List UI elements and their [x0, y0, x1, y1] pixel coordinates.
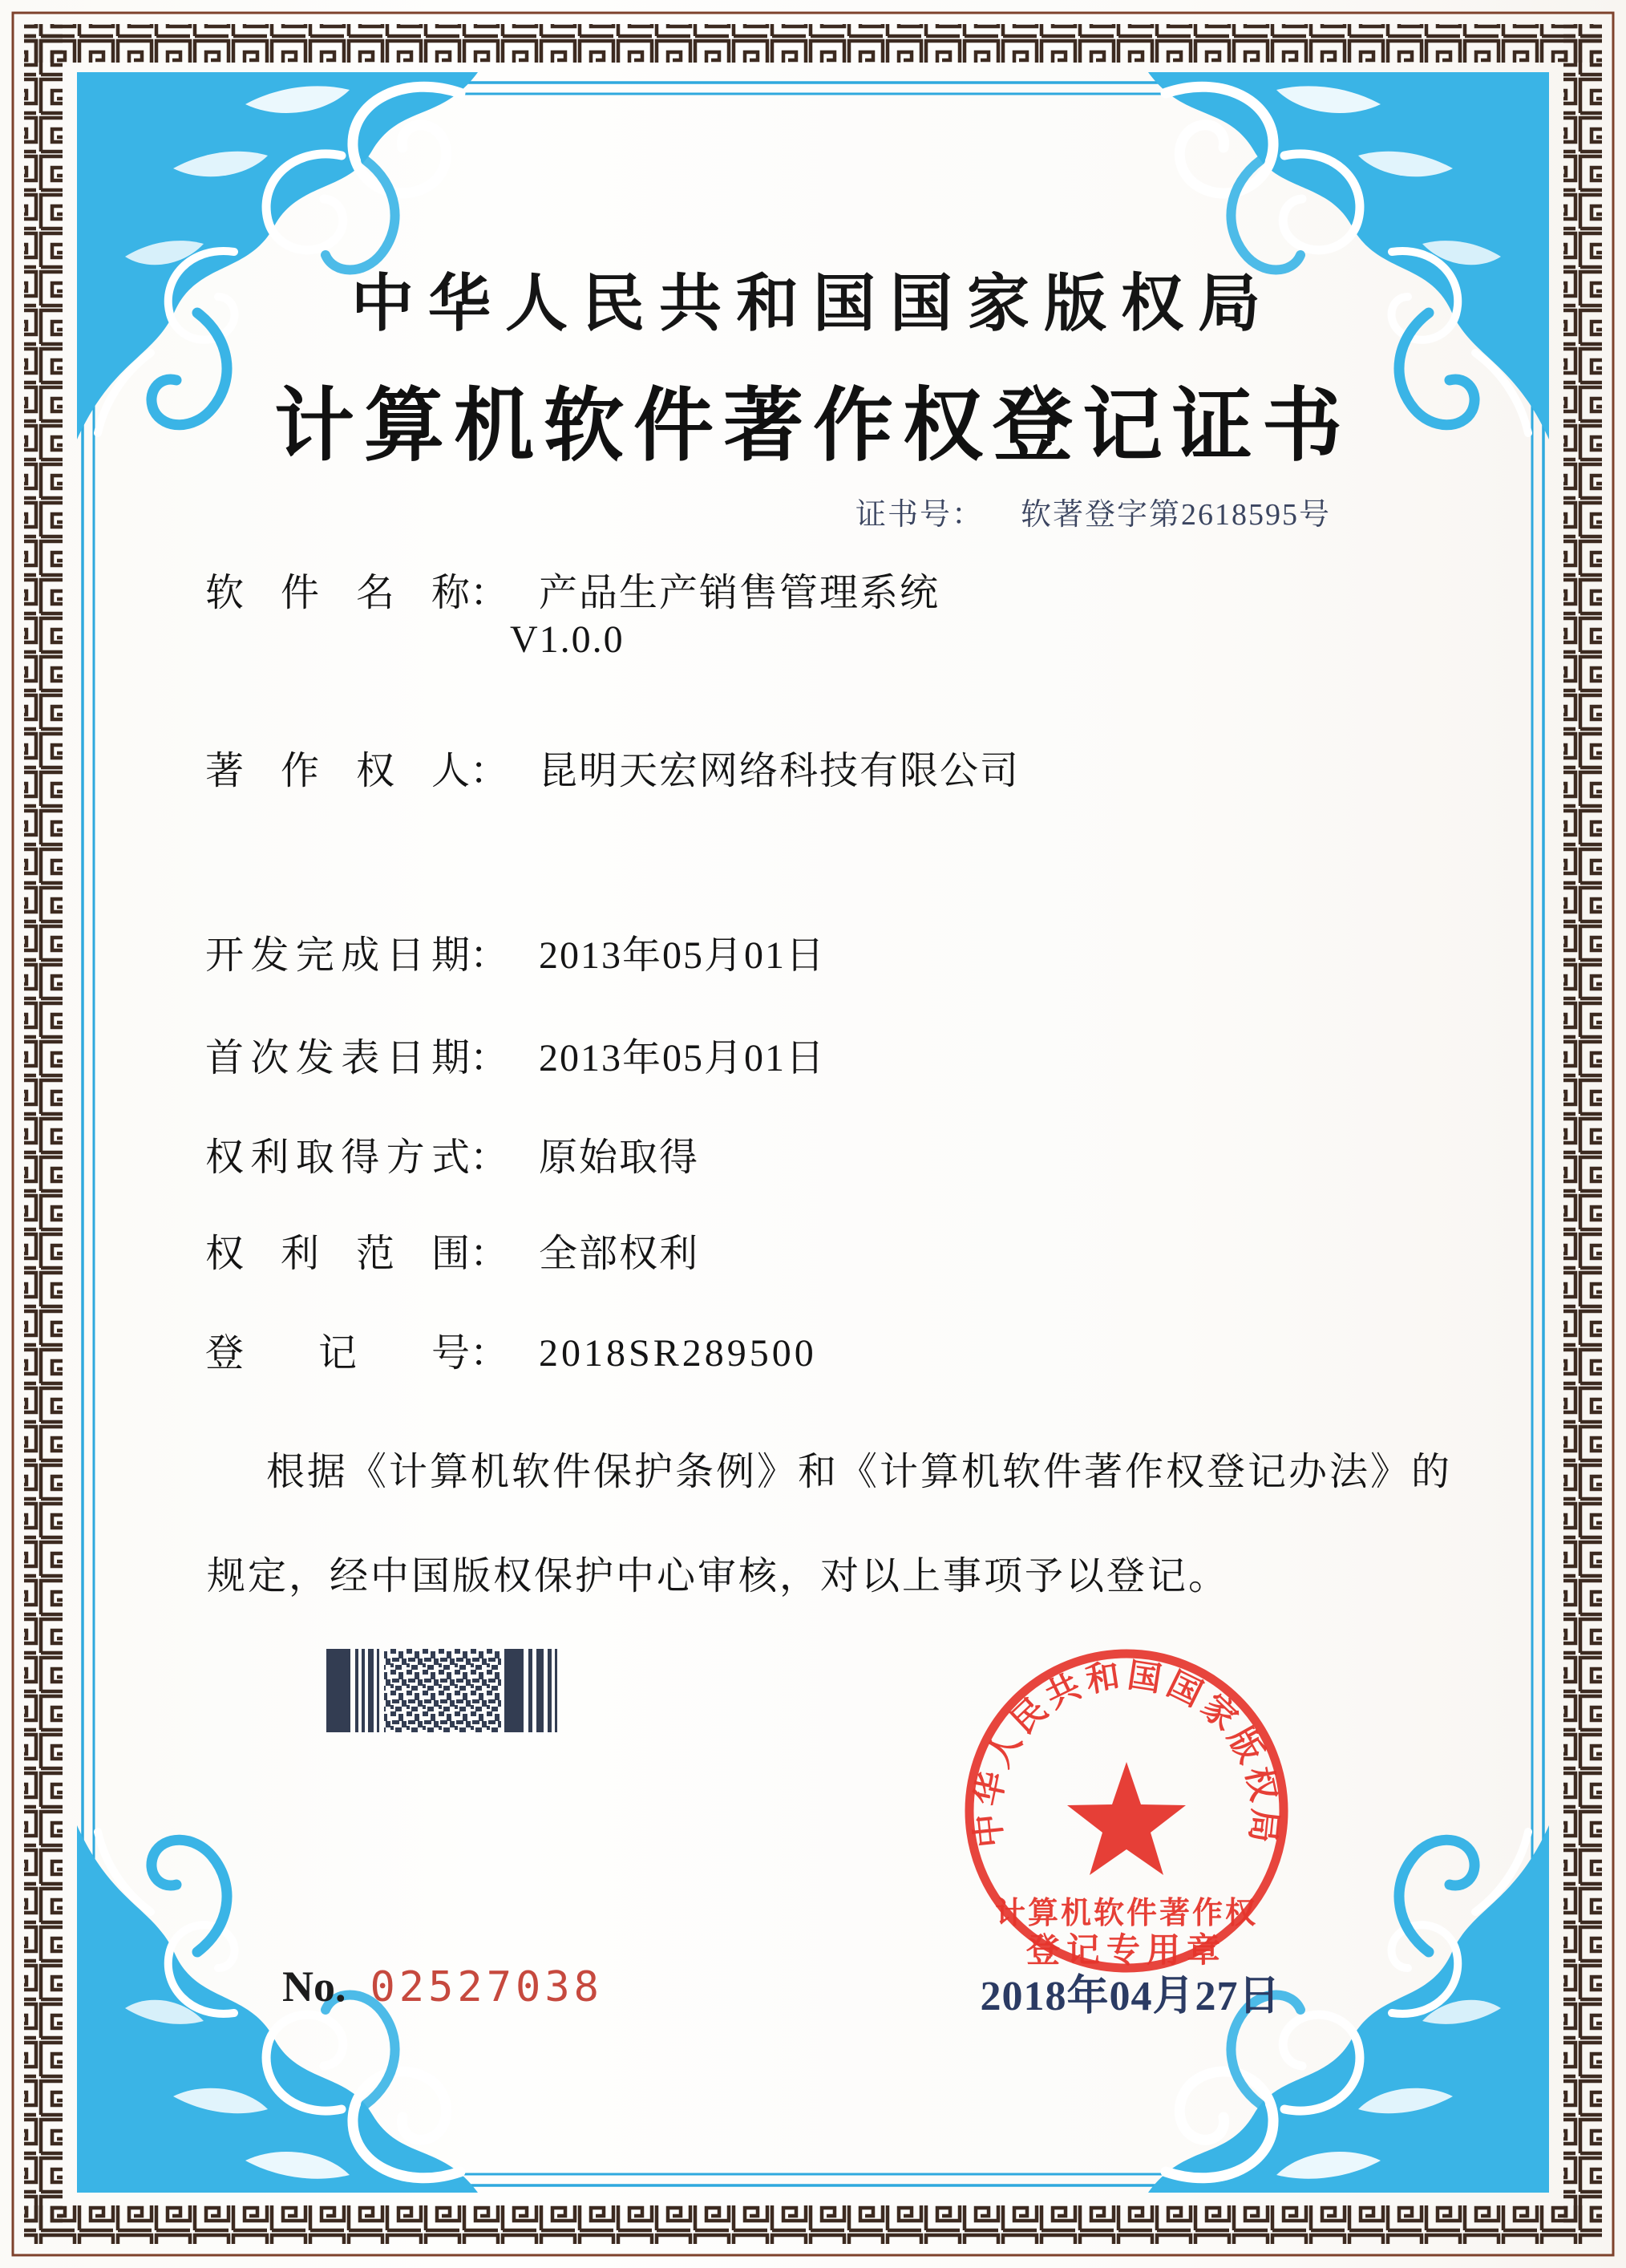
- field-dev-complete-date: [205, 924, 826, 979]
- field-registration-number: [205, 1322, 817, 1377]
- serial-number-line: [282, 1962, 603, 2011]
- official-seal: [958, 1636, 1295, 1973]
- field-value: V1.0.0: [510, 618, 625, 661]
- certificate-number-line: [855, 489, 1331, 533]
- seal-ring-text: 中华人民共和国国家版权局: [969, 1657, 1283, 1849]
- colon: ：: [470, 1332, 509, 1375]
- certificate-number-label: 证书号：: [855, 498, 984, 532]
- field-label: 著作权人: [205, 750, 470, 792]
- field-label: 首次发表日期: [205, 1037, 470, 1079]
- seal-date: 2018年04月27日: [980, 1974, 1281, 2019]
- field-value: 昆明天宏网络科技有限公司: [539, 750, 1021, 792]
- field-label: 软件名称: [205, 572, 470, 614]
- field-software-name: [205, 561, 940, 617]
- field-value: 2013年05月01日: [539, 1037, 827, 1079]
- seal-text-line1: 计算机软件著作权: [994, 1897, 1259, 1930]
- colon: ：: [470, 750, 509, 792]
- field-rights-acquisition: [205, 1126, 699, 1181]
- barcode: [326, 1649, 559, 1732]
- field-value: 2013年05月01日: [539, 934, 827, 977]
- field-value: 2018SR289500: [539, 1332, 817, 1375]
- field-first-publish-date: [205, 1027, 826, 1082]
- certificate-title: 计算机软件著作权登记证书: [274, 382, 1352, 471]
- field-copyright-owner: [205, 739, 1020, 795]
- field-rights-scope: [205, 1222, 699, 1278]
- seal-text-line2: 登记专用章: [1025, 1933, 1228, 1970]
- colon: ：: [470, 1233, 509, 1275]
- serial-number-value: 02527038: [370, 1963, 603, 2011]
- statement-line-2: 规定，经中国版权保护中心审核，对以上事项予以登记。: [207, 1555, 1230, 1598]
- field-software-version: [510, 618, 625, 662]
- statement-line-1: 根据《计算机软件保护条例》和《计算机软件著作权登记办法》的: [266, 1451, 1453, 1493]
- colon: ：: [470, 1136, 509, 1179]
- colon: ：: [470, 572, 509, 614]
- serial-number-label: No.: [282, 1962, 346, 2011]
- star-icon: [1067, 1762, 1186, 1875]
- field-value: 原始取得: [539, 1136, 700, 1179]
- field-value: 产品生产销售管理系统: [539, 572, 940, 614]
- colon: ：: [470, 934, 509, 977]
- field-value: 全部权利: [539, 1233, 700, 1275]
- field-label: 开发完成日期: [205, 934, 470, 977]
- certificate-number-value: 软著登字第2618595号: [1020, 498, 1331, 532]
- colon: ：: [470, 1037, 509, 1079]
- field-label: 登记号: [205, 1332, 470, 1375]
- field-label: 权利取得方式: [205, 1136, 470, 1179]
- issuer-title: 中华人民共和国国家版权局: [350, 269, 1275, 338]
- field-label: 权利范围: [205, 1233, 470, 1275]
